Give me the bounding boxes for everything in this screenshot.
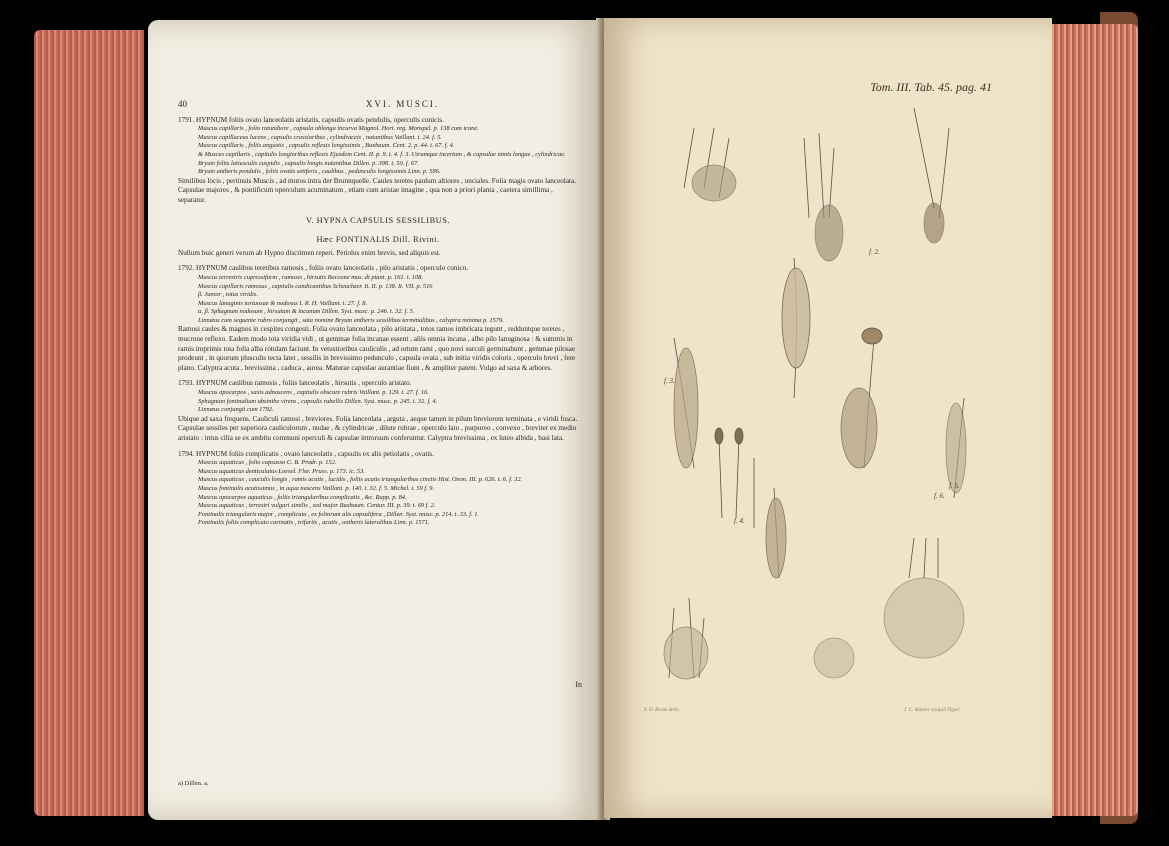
synonym: Muscus capillaris , foliis angustis , capsulis reflexis longissimis , Buxbaum. Cent. 2. p. 44. t. 67. f. 4. bbox=[198, 142, 455, 150]
section-heading: V. HYPNA CAPSULIS SESSILIBUS. bbox=[306, 215, 450, 225]
synonym: Muscus aquaticus , folio capsasso C. B. Prodr. p. 152. bbox=[198, 459, 337, 467]
footnote: a) Dillen. a. bbox=[178, 780, 209, 787]
entry-heading: 1792. HYPNUM caulibus teretibus ramosis , foliis ovato lanceolatis , pilo aristatis , operculo conico. bbox=[178, 264, 469, 273]
credit-left: S. D. Brune delin. bbox=[644, 708, 680, 713]
synonym: Linnæus cum sequente rubro conjungit , sata nomine Bryum antheris sessilibus terminalibus , calyptra minima p. 1579. bbox=[198, 316, 504, 324]
page-edges-right bbox=[1050, 24, 1138, 816]
credit-right: J. C. Maurer sculpsit Tiguri bbox=[904, 708, 960, 713]
plate-title: Tom. III. Tab. 45. pag. 41 bbox=[870, 80, 992, 94]
entry bbox=[178, 216, 578, 259]
figure-label: f. 2. bbox=[869, 248, 880, 256]
synonym: Muscus capillaris , folio rotundiore , capsula oblonga incurva Magnol. Hort. reg. Monspel. p. 138 cum icone. bbox=[198, 125, 479, 133]
synonym: Muscus capillaceus lucens , capsulis crassioribus , cylindraceis , nutantibus Vaillant. t. 24. f. 5. bbox=[198, 133, 442, 141]
synonym: Muscus fontinalis acutissimus , in aqua nascens Vaillant. p. 140. t. 32. f. 5. Michel. t. 59 f. 9. bbox=[198, 484, 435, 492]
synonym: Muscus apocarpos aquaticus , foliis triangularibus complicatis , &c. Rupp. p. 84. bbox=[198, 493, 407, 501]
synonym: Bryum foliis latiusculis cuspidis , capsulis longis nutantibus Dillen. p. 398. t. 50. f. 67. bbox=[198, 159, 419, 167]
entry bbox=[178, 379, 578, 443]
section-subheading: Hæc FONTINALIS Dill. Rivini. bbox=[316, 235, 440, 245]
figure-label: f. 6. bbox=[934, 492, 945, 500]
synonym: Bryum antheris pendulis , foliis ovatis setiferis , caulibus , pedunculis longissimis Linn. p. 586. bbox=[198, 168, 441, 176]
page-edges-left bbox=[34, 30, 144, 816]
section-intro: Nullum huic generi verum ab Hypno discrimen reperi. Petiolus enim brevis, sed aliquis est. bbox=[178, 248, 441, 257]
entry-body: Similibus locis , pertinuis Muscis , ad muros intra der Brunnquelle. Caules teretes paulum altiores , unciales. Folia magis ovato lanceolata. Capsulae majores , & pontificum operculum acuminatum , etiam cum aristae imagine , qua non a priori planta , caetera simillima , separatur. bbox=[178, 176, 577, 204]
entry-heading: 1793. HYPNUM caulibus ramosis , foliis lanceolatis , hirsutis , operculo aristato. bbox=[178, 379, 412, 388]
entry-heading: 1794. HYPNUM foliis complicatis , ovato lanceolatis , capsulis ex alis petiolatis , ovatis. bbox=[178, 449, 434, 458]
entry bbox=[178, 116, 578, 206]
right-page-plate bbox=[604, 18, 1052, 818]
synonym: Linnæus conjungit cum 1792. bbox=[198, 406, 274, 414]
synonym: Muscus aquaticus denticulatus Loesel. Flor. Pruss. p. 173. ic. 53. bbox=[198, 467, 365, 475]
entry bbox=[178, 264, 578, 373]
entries bbox=[178, 116, 578, 528]
entry-body: Ubique ad saxa frequens. Cauliculi ramosi , breviores. Folia lanceolata , arguta , aeque tamen in pilum breviorem terminata , e viridi fusca. Capsulae sessiles per superiora cauliculorum , nudae , & cylindricae , dilute rubrae , operculo lato , purpureo , convexo , breviter ex medio aristato : intus cilia se ex ambitu communi operculi & capsulae introrsum conferuntur. Calyptra brevissima , ex luteo albida , basi lata. bbox=[178, 414, 578, 442]
running-head: XVI. MUSCI. bbox=[365, 99, 440, 109]
synonym: α, β. Sphagnum nodosum , hirsutum & incanum Dillen. Syst. musc. p. 246. t. 32. f. 5. bbox=[198, 308, 415, 316]
synonym: Fontinalis triangularis major , complicata , ex foliorum alis capsulifera , Dillen. Syst. musc. p. 214. t. 33. f. 1. bbox=[198, 510, 480, 518]
catchword: In bbox=[575, 680, 582, 689]
synonym: Muscus aquaticus , cauculis longis , ramis acutis , lucidis , foliis acutis triangularibus cinctis Hist. Oxon. III. p. 626. t. 6. f. 32. bbox=[198, 476, 523, 484]
figure-label: f. 5. bbox=[949, 482, 960, 490]
left-page-text bbox=[178, 100, 578, 534]
left-page bbox=[148, 20, 600, 820]
synonym: Muscus terrestris cupressiform , ramosis , hirsutis Boccone mus. di piant. p. 161. t. 108. bbox=[198, 273, 423, 281]
figure-label: f. 4. bbox=[734, 517, 745, 525]
synonym: Muscus lanuginis tortuosae & nodosus I. R. H. Vaillant. t. 27. f. 8. bbox=[198, 299, 367, 307]
synonym: β. Junior , totus viridis. bbox=[198, 291, 258, 299]
entry bbox=[178, 450, 578, 528]
synonym: Sphagnum fontinalium absinthe virens , capsulis rubellis Dillen. Syst. musc. p. 245. t. 32. f. 4. bbox=[198, 397, 438, 405]
moss-illustrations bbox=[604, 18, 1052, 818]
page-number: 40 bbox=[178, 99, 187, 109]
entry-heading: 1791. HYPNUM foliis ovato lanceolatis aristatis, capsulis ovatis pendulis, operculis conicis. bbox=[178, 115, 444, 124]
entry-body: Ramosi caules & magnos in cespites congesti. Folia ovato lanceolata , pilo aristata , totos ramos imbricata tegunt , redduntque teretes , mucrone reflexo. Eadem modo tota viridia vidi , ut gemmae folia incanae essent , aliis omnia incana , albo pilo lanuginosa : & summis in ramis imprimis tota folia alba rotulam faciunt. In vetustioribus cauliculis , ad ortum rami , quo novi surculi germinabunt , gemmae pilosae prodeunt , in quorum plusculis tecta latet , sessilis in brevissimo pedunculo , capsula ovata , sub initia viridis coloris , operculo brevi , fere plano. Calyptra acuta , brevissima , caduca , aurea. Maturae capsulae aurantiae fiunt , & ampliter patent. Vulgo ad saxa & arbores. bbox=[178, 325, 576, 372]
synonym: Muscus aquaticus , terrestri vulgari similis , sed major Buxbaum. Centur. III. p. 39. t. 69 f. 2. bbox=[198, 502, 436, 510]
figure-label: f. 3. bbox=[664, 377, 675, 385]
synonym: Muscus apocarpos , saxis adnascens , capitulis obscure rubris Vaillant. p. 129. t. 27. f. 16. bbox=[198, 389, 429, 397]
synonym: & Muscus capillaris , capitulis longioribus reflexis Ejusdem Cent. II. p. 9. t. 4. f. 3. Utrumque incertum , & capsulae nimis longae , cylindricae. bbox=[198, 150, 566, 158]
running-header bbox=[178, 100, 578, 110]
synonym: Muscus capillaris ramosus , capitulis candicantibus Scheuchzer. It. II. p. 138. It. VII. p. 516 bbox=[198, 282, 433, 290]
synonym: Fontinalis foliis complicato carinatis , trifariis , acutis , antheris lateralibus Linn. p. 1571. bbox=[198, 519, 430, 527]
